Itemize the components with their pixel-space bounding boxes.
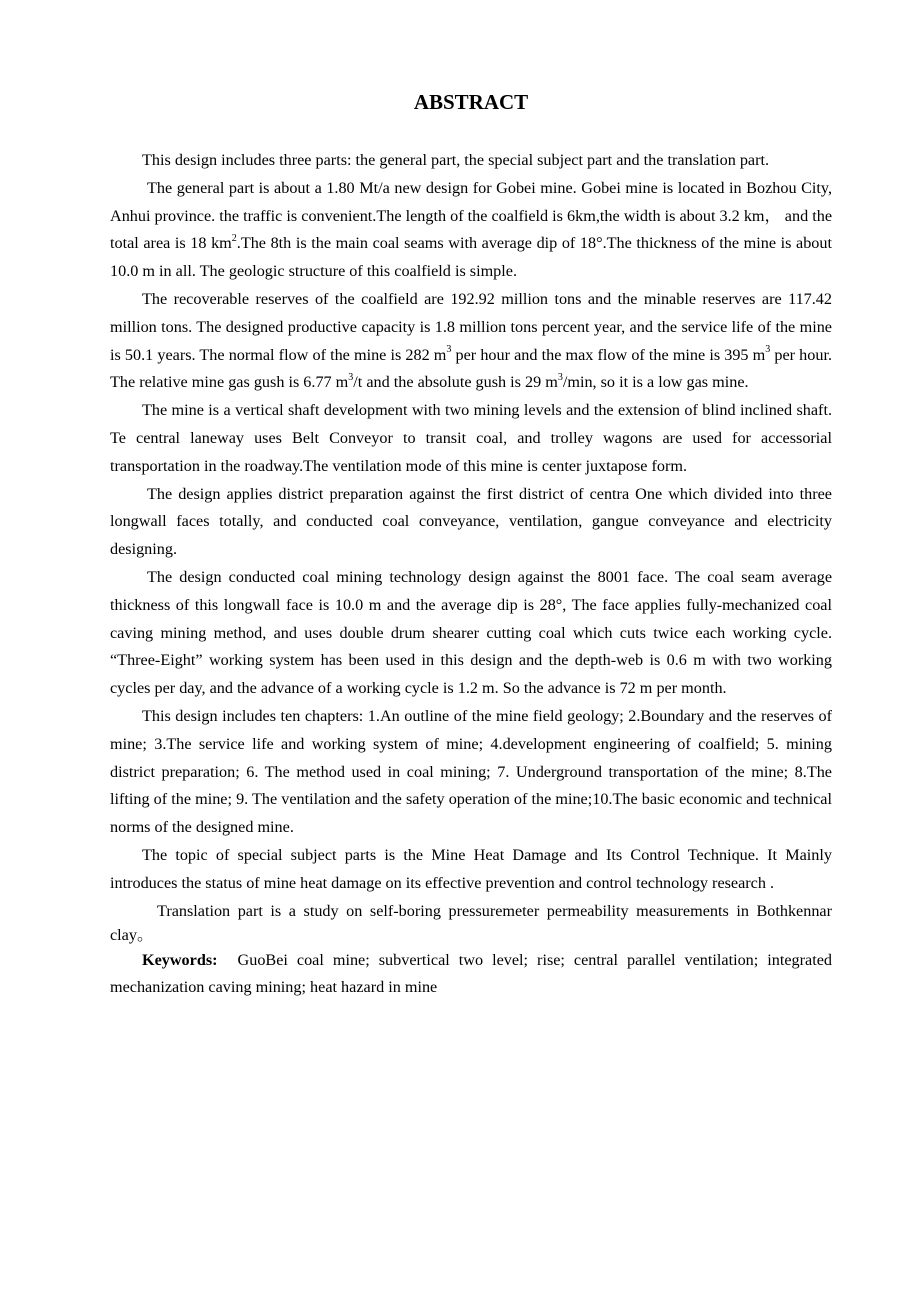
paragraph-reserves (110, 286, 832, 397)
paragraph-text: The recoverable reserves of the coalfield are 192.92 million tons and the minable reserves are 117.42 million tons. The designed productive capacity is 1.8 million tons percent year, and the service life of the mine is 50.1 years. The normal flow of the mine is 282 m (110, 289, 832, 364)
keywords (110, 947, 832, 1003)
superscript: 3 (348, 371, 354, 383)
paragraph-general-part (110, 175, 832, 286)
superscript: 3 (446, 344, 452, 356)
paragraph-mining-technology: The design conducted coal mining technology design against the 8001 face. The coal seam average thickness of this longwall face is 10.0 m and the average dip is 28°, The face applies fully-mechanized coal caving mining method, and uses double drum shearer cutting coal which cuts twice each working cycle. “Three-Eight” working system has been used in this design and the depth-web is 0.6 m with two working cycles per day, and the advance of a working cycle is 1.2 m. So the advance is 72 m per month. (110, 567, 832, 698)
keywords-text: GuoBei coal mine; subvertical two level; rise; central parallel ventilation; integrated mechanization caving mining; heat hazard in mine (110, 950, 832, 997)
paragraph-text: .The 8th is the main coal seams with average dip of 18°.The thickness of the mine is about 10.0 m in all. The geologic structure of this coalfield is simple. (110, 234, 832, 281)
paragraph-text: The general part is about a 1.80 Mt/a new design for Gobei mine. Gobei mine is located in Bozhou City, Anhui province. the traffic is convenient.The length of the coalfield is 6km,the width is about 3.2 km， and the total area is 18 km (110, 178, 832, 253)
superscript: 3 (557, 371, 563, 383)
superscript: 2 (231, 233, 237, 244)
keywords-label: Keywords: (142, 950, 218, 969)
paragraph-text: per hour. The relative mine gas gush is 6.77 m (110, 345, 832, 392)
paragraph-special-subject: The topic of special subject parts is the Mine Heat Damage and Its Control Technique. It Mainly introduces the status of mine heat damage on its effective prevention and control technology research . (110, 845, 832, 892)
abstract-page (110, 88, 832, 1002)
paragraph-translation: Translation part is a study on self-boring pressuremeter permeability measurements in Bothkennar clay。 (110, 901, 832, 944)
superscript: 3 (765, 344, 771, 356)
paragraph-district-preparation: The design applies district preparation against the first district of centra One which divided into three longwall faces totally, and conducted coal conveyance, ventilation, gangue conveyance and electricity designing. (110, 484, 832, 559)
paragraph-text: per hour and the max flow of the mine is 395 m (451, 345, 766, 364)
paragraph-overview: This design includes three parts: the general part, the special subject part and the translation part. (142, 151, 770, 169)
page-title: ABSTRACT (413, 90, 529, 114)
paragraph-text: /t and the absolute gush is 29 m (353, 373, 558, 392)
paragraph-chapters: This design includes ten chapters: 1.An outline of the mine field geology; 2.Boundary and the reserves of mine; 3.The service life and working system of mine; 4.development engineering of coalfield; 5. mining district preparation; 6. The method used in coal mining; 7. Underground transportation of the mine; 8.The lifting of the mine; 9. The ventilation and the safety operation of the mine;10.The basic economic and technical norms of the designed mine. (110, 706, 832, 837)
paragraph-text: /min, so it is a low gas mine. (562, 373, 749, 392)
paragraph-development: The mine is a vertical shaft development with two mining levels and the extension of blind inclined shaft. Te central laneway uses Belt Conveyor to transit coal, and trolley wagons are used for accessorial transportation in the roadway.The ventilation mode of this mine is center juxtapose form. (110, 401, 832, 475)
